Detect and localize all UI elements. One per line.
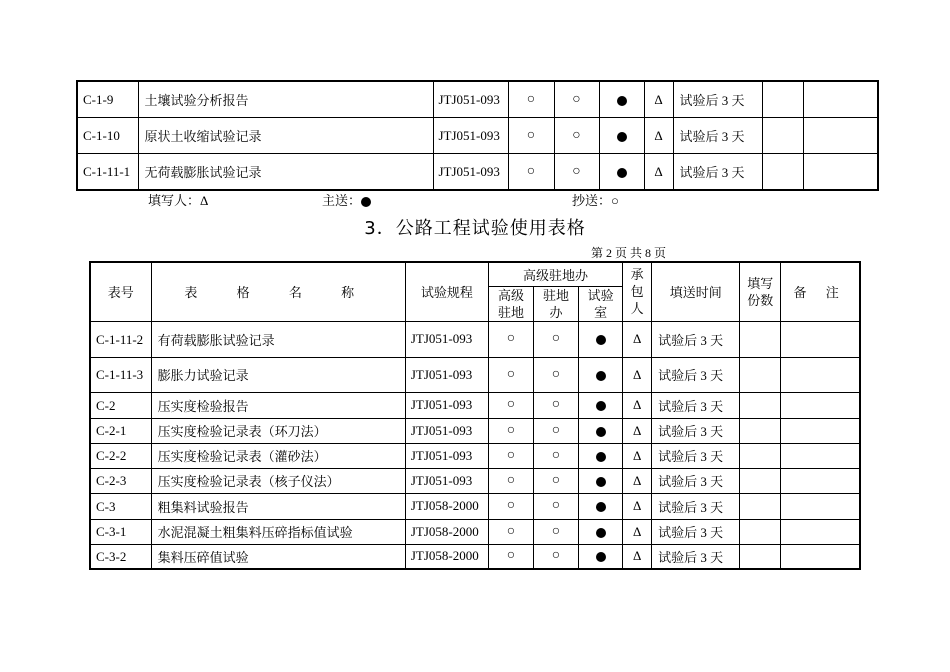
lab-mark	[579, 321, 623, 357]
header-remark: 备 注	[781, 262, 860, 321]
senior-resident-mark: ○	[508, 154, 554, 191]
resident-office-mark: ○	[534, 357, 579, 392]
contractor-mark: Δ	[623, 443, 652, 468]
remark-cell	[781, 544, 860, 569]
submit-time: 试验后 3 天	[652, 544, 740, 569]
form-code: C-3-1	[90, 519, 151, 544]
submit-time: 试验后 3 天	[652, 321, 740, 357]
form-code: C-1-11-1	[77, 154, 138, 191]
standard: JTJ051-093	[433, 154, 508, 191]
senior-resident-mark: ○	[488, 519, 533, 544]
senior-resident-mark: ○	[488, 468, 533, 493]
submit-time: 试验后 3 天	[652, 493, 740, 519]
header-copies: 填写份数	[740, 262, 781, 321]
table-row	[90, 357, 860, 392]
header-time: 填送时间	[652, 262, 740, 321]
senior-resident-mark: ○	[488, 544, 533, 569]
remark-cell	[781, 493, 860, 519]
filled-circle-icon	[617, 96, 627, 106]
senior-resident-mark: ○	[488, 418, 533, 443]
contractor-mark: Δ	[644, 154, 673, 191]
form-name: 膨胀力试验记录	[151, 357, 405, 392]
form-name: 压实度检验记录表（环刀法）	[151, 418, 405, 443]
copies-cell	[740, 493, 781, 519]
filled-circle-icon	[596, 371, 606, 381]
senior-resident-mark: ○	[488, 392, 533, 418]
senior-resident-mark: ○	[488, 493, 533, 519]
form-code: C-2-1	[90, 418, 151, 443]
filled-circle-icon	[617, 132, 627, 142]
table-row	[90, 321, 860, 357]
submit-time: 试验后 3 天	[652, 443, 740, 468]
contractor-mark: Δ	[623, 418, 652, 443]
form-name: 集料压碎值试验	[151, 544, 405, 569]
forms-table	[89, 261, 861, 570]
lab-mark	[599, 81, 644, 118]
table-row	[90, 544, 860, 569]
filled-circle-icon	[596, 477, 606, 487]
form-name: 无荷载膨胀试验记录	[138, 154, 433, 191]
header-sub-resident: 驻地办	[534, 286, 579, 321]
lab-mark	[579, 468, 623, 493]
page-info: 第 2 页 共 8 页	[591, 246, 667, 260]
lab-mark	[579, 519, 623, 544]
copies-cell	[740, 357, 781, 392]
remark-cell	[781, 392, 860, 418]
form-name: 压实度检验报告	[151, 392, 405, 418]
senior-resident-mark: ○	[488, 443, 533, 468]
contractor-mark: Δ	[644, 81, 673, 118]
standard: JTJ051-093	[433, 118, 508, 154]
form-name: 压实度检验记录表（核子仪法）	[151, 468, 405, 493]
header-contractor: 承包人	[623, 262, 652, 321]
resident-office-mark: ○	[534, 493, 579, 519]
standard: JTJ051-093	[405, 392, 488, 418]
copies-cell	[740, 468, 781, 493]
standard: JTJ051-093	[433, 81, 508, 118]
lab-mark	[579, 418, 623, 443]
form-code: C-1-10	[77, 118, 138, 154]
standard: JTJ058-2000	[405, 493, 488, 519]
header-code: 表号	[90, 262, 151, 321]
filled-circle-icon	[596, 502, 606, 512]
standard: JTJ051-093	[405, 468, 488, 493]
lab-mark	[579, 443, 623, 468]
remark-cell	[803, 118, 878, 154]
lab-mark	[599, 118, 644, 154]
contractor-mark: Δ	[623, 519, 652, 544]
filled-circle-icon	[617, 168, 627, 178]
form-code: C-3-2	[90, 544, 151, 569]
resident-office-mark: ○	[534, 418, 579, 443]
forms-table-body	[90, 321, 860, 569]
header-sub-senior: 高级驻地	[488, 286, 533, 321]
filled-circle-icon	[596, 401, 606, 411]
submit-time: 试验后 3 天	[652, 392, 740, 418]
filled-circle-icon	[596, 427, 606, 437]
resident-office-mark: ○	[554, 81, 599, 118]
lab-mark	[579, 493, 623, 519]
section-title: 3．公路工程试验使用表格	[364, 218, 586, 239]
resident-office-mark: ○	[554, 118, 599, 154]
resident-office-mark: ○	[534, 468, 579, 493]
remark-cell	[781, 357, 860, 392]
contractor-mark: Δ	[644, 118, 673, 154]
header-name: 表 格 名 称	[151, 262, 405, 321]
form-code: C-1-9	[77, 81, 138, 118]
submit-time: 试验后 3 天	[652, 418, 740, 443]
remark-cell	[781, 418, 860, 443]
table-row	[77, 81, 878, 118]
filled-circle-icon	[596, 452, 606, 462]
header-group: 高级驻地办	[488, 262, 622, 286]
form-name: 压实度检验记录表（灌砂法）	[151, 443, 405, 468]
senior-resident-mark: ○	[508, 81, 554, 118]
copies-cell	[762, 118, 803, 154]
submit-time: 试验后 3 天	[652, 357, 740, 392]
table-row	[90, 392, 860, 418]
table-row	[90, 443, 860, 468]
filled-circle-icon	[596, 335, 606, 345]
lab-mark	[599, 154, 644, 191]
form-name: 有荷载膨胀试验记录	[151, 321, 405, 357]
resident-office-mark: ○	[534, 519, 579, 544]
standard: JTJ051-093	[405, 443, 488, 468]
contractor-mark: Δ	[623, 468, 652, 493]
standard: JTJ058-2000	[405, 519, 488, 544]
contractor-mark: Δ	[623, 544, 652, 569]
table-row	[77, 154, 878, 191]
remark-cell	[781, 443, 860, 468]
copies-cell	[762, 154, 803, 191]
table-row	[90, 493, 860, 519]
submit-time: 试验后 3 天	[652, 468, 740, 493]
main-send-label: 主送：	[322, 190, 371, 209]
standard: JTJ058-2000	[405, 544, 488, 569]
lab-mark	[579, 544, 623, 569]
table-footer	[0, 190, 950, 208]
header-row	[90, 262, 860, 286]
contractor-mark: Δ	[623, 357, 652, 392]
filler-label: 填写人：Δ	[148, 193, 209, 208]
senior-resident-mark: ○	[508, 118, 554, 154]
filled-circle-icon	[596, 528, 606, 538]
form-code: C-2	[90, 392, 151, 418]
copy-label: 抄送：○	[572, 193, 619, 208]
form-code: C-1-11-2	[90, 321, 151, 357]
header-standard: 试验规程	[405, 262, 488, 321]
contractor-mark: Δ	[623, 321, 652, 357]
resident-office-mark: ○	[534, 443, 579, 468]
table-row	[90, 468, 860, 493]
header-sub-lab: 试验室	[579, 286, 623, 321]
standard: JTJ051-093	[405, 321, 488, 357]
resident-office-mark: ○	[534, 392, 579, 418]
continued-table	[76, 80, 879, 191]
form-code: C-2-3	[90, 468, 151, 493]
copies-cell	[740, 443, 781, 468]
form-code: C-2-2	[90, 443, 151, 468]
submit-time: 试验后 3 天	[652, 519, 740, 544]
form-code: C-3	[90, 493, 151, 519]
copies-cell	[740, 519, 781, 544]
table-row	[77, 118, 878, 154]
form-name: 土壤试验分析报告	[138, 81, 433, 118]
remark-cell	[781, 321, 860, 357]
contractor-mark: Δ	[623, 392, 652, 418]
copies-cell	[740, 418, 781, 443]
filled-circle-icon	[596, 552, 606, 562]
submit-time: 试验后 3 天	[673, 118, 762, 154]
copies-cell	[762, 81, 803, 118]
resident-office-mark: ○	[534, 544, 579, 569]
resident-office-mark: ○	[534, 321, 579, 357]
table-row	[90, 519, 860, 544]
form-code: C-1-11-3	[90, 357, 151, 392]
continued-table-body	[77, 81, 878, 190]
copies-cell	[740, 321, 781, 357]
form-name: 原状土收缩试验记录	[138, 118, 433, 154]
copies-cell	[740, 392, 781, 418]
remark-cell	[781, 468, 860, 493]
standard: JTJ051-093	[405, 418, 488, 443]
contractor-mark: Δ	[623, 493, 652, 519]
form-name: 水泥混凝土粗集料压碎指标值试验	[151, 519, 405, 544]
table-row	[90, 418, 860, 443]
lab-mark	[579, 357, 623, 392]
form-name: 粗集料试验报告	[151, 493, 405, 519]
submit-time: 试验后 3 天	[673, 154, 762, 191]
submit-time: 试验后 3 天	[673, 81, 762, 118]
senior-resident-mark: ○	[488, 321, 533, 357]
remark-cell	[803, 81, 878, 118]
senior-resident-mark: ○	[488, 357, 533, 392]
filled-circle-icon	[361, 197, 371, 207]
lab-mark	[579, 392, 623, 418]
resident-office-mark: ○	[554, 154, 599, 191]
remark-cell	[781, 519, 860, 544]
standard: JTJ051-093	[405, 357, 488, 392]
remark-cell	[803, 154, 878, 191]
copies-cell	[740, 544, 781, 569]
